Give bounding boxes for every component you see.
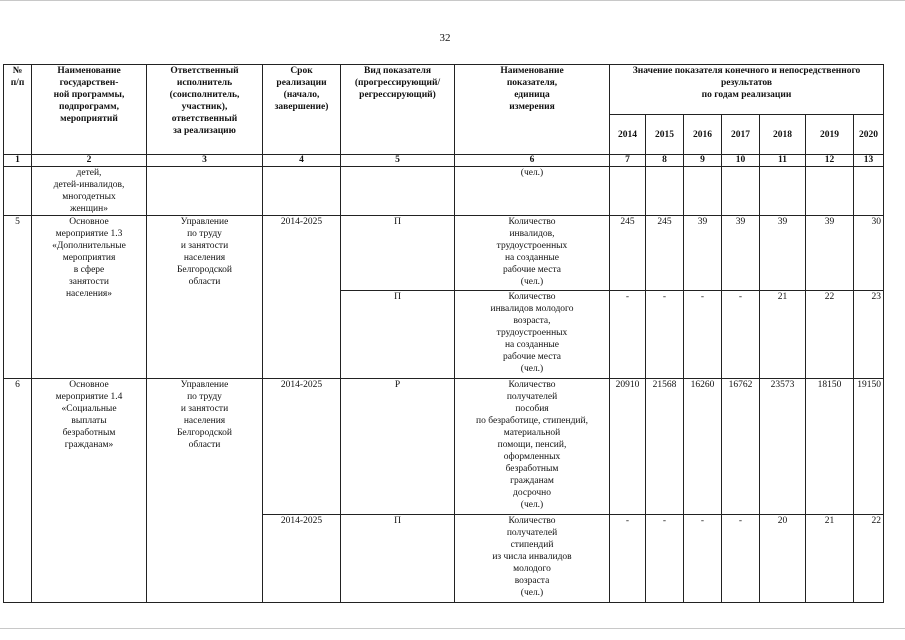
indicator-value: - bbox=[722, 515, 760, 603]
column-number: 5 bbox=[341, 155, 455, 167]
column-number: 10 bbox=[722, 155, 760, 167]
indicator-value: 245 bbox=[610, 216, 646, 291]
indicator-value: - bbox=[610, 515, 646, 603]
header-year: 2015 bbox=[646, 115, 684, 155]
header-year: 2019 bbox=[806, 115, 854, 155]
indicator-value: - bbox=[684, 515, 722, 603]
indicator-value: 30 bbox=[854, 216, 884, 291]
header-responsible: Ответственный исполнитель (соисполнитель, участник), ответственный за реализацию bbox=[147, 65, 263, 155]
indicator-value: 22 bbox=[854, 515, 884, 603]
measure-name: Основное мероприятие 1.3 «Дополнительные мероприятия в сфере занятости населения» bbox=[32, 216, 147, 379]
indicator-value: 23 bbox=[854, 291, 884, 379]
scan-edge-bottom bbox=[0, 628, 905, 629]
indicator-value: 16260 bbox=[684, 379, 722, 515]
implementation-term: 2014-2025 bbox=[263, 216, 341, 379]
column-number: 7 bbox=[610, 155, 646, 167]
table-row bbox=[4, 379, 884, 515]
indicator-value: 16762 bbox=[722, 379, 760, 515]
indicator-value: 245 bbox=[646, 216, 684, 291]
indicator-type: П bbox=[341, 291, 455, 379]
implementation-term: 2014-2025 bbox=[263, 515, 341, 603]
responsible-org: Управление по труду и занятости населения Белгородской области bbox=[147, 379, 263, 603]
indicator-value: 20 bbox=[760, 515, 806, 603]
indicator-value: - bbox=[610, 291, 646, 379]
column-number: 3 bbox=[147, 155, 263, 167]
row-number: 6 bbox=[4, 379, 32, 603]
column-number: 8 bbox=[646, 155, 684, 167]
column-number: 4 bbox=[263, 155, 341, 167]
column-number: 1 bbox=[4, 155, 32, 167]
indicator-value: 19150 bbox=[854, 379, 884, 515]
indicator-value: 21568 bbox=[646, 379, 684, 515]
indicator-name: Количество инвалидов молодого возраста, трудоустроенных на созданные рабочие места (чел.) bbox=[455, 291, 610, 379]
continuation-unit: (чел.) bbox=[455, 167, 610, 216]
continuation-row bbox=[4, 167, 884, 216]
header-indicator-name: Наименование показателя, единица измерения bbox=[455, 65, 610, 155]
indicators-table bbox=[3, 64, 884, 603]
table-row bbox=[4, 216, 884, 291]
header-num: № п/п bbox=[4, 65, 32, 155]
implementation-term: 2014-2025 bbox=[263, 379, 341, 515]
indicator-value: 21 bbox=[760, 291, 806, 379]
indicator-type: П bbox=[341, 216, 455, 291]
indicator-name: Количество инвалидов, трудоустроенных на созданные рабочие места (чел.) bbox=[455, 216, 610, 291]
header-year: 2018 bbox=[760, 115, 806, 155]
indicator-value: - bbox=[722, 291, 760, 379]
indicator-name: Количество получателей пособия по безработице, стипендий, материальной помощи, пенсий, оформленных безработным гражданам досрочно (чел.) bbox=[455, 379, 610, 515]
indicator-value: 22 bbox=[806, 291, 854, 379]
column-number: 11 bbox=[760, 155, 806, 167]
header-year: 2017 bbox=[722, 115, 760, 155]
column-numbers-row bbox=[4, 155, 884, 167]
row-number: 5 bbox=[4, 216, 32, 379]
column-number: 9 bbox=[684, 155, 722, 167]
measure-name: Основное мероприятие 1.4 «Социальные выплаты безработным гражданам» bbox=[32, 379, 147, 603]
responsible-org: Управление по труду и занятости населения Белгородской области bbox=[147, 216, 263, 379]
indicator-type: Р bbox=[341, 379, 455, 515]
indicator-value: 39 bbox=[760, 216, 806, 291]
header-year: 2014 bbox=[610, 115, 646, 155]
continuation-name: детей, детей-инвалидов, многодетных женщин» bbox=[32, 167, 147, 216]
header-name: Наименование государствен- ной программы, подпрограмм, мероприятий bbox=[32, 65, 147, 155]
indicator-type: П bbox=[341, 515, 455, 603]
indicator-value: 21 bbox=[806, 515, 854, 603]
column-number: 6 bbox=[455, 155, 610, 167]
indicator-value: 18150 bbox=[806, 379, 854, 515]
indicator-value: - bbox=[646, 515, 684, 603]
indicator-value: - bbox=[646, 291, 684, 379]
header-year: 2016 bbox=[684, 115, 722, 155]
header-values-group: Значение показателя конечного и непосредственного результатов по годам реализации bbox=[610, 65, 884, 115]
indicator-value: 39 bbox=[722, 216, 760, 291]
indicator-name: Количество получателей стипендий из числа инвалидов молодого возраста (чел.) bbox=[455, 515, 610, 603]
header-term: Срок реализации (начало, завершение) bbox=[263, 65, 341, 155]
page-number: 32 bbox=[439, 32, 451, 44]
column-number: 12 bbox=[806, 155, 854, 167]
indicator-value: 39 bbox=[684, 216, 722, 291]
indicator-value: 20910 bbox=[610, 379, 646, 515]
column-number: 13 bbox=[854, 155, 884, 167]
header-indicator-type: Вид показателя (прогрессирующий/ регрессирующий) bbox=[341, 65, 455, 155]
indicator-value: - bbox=[684, 291, 722, 379]
scan-edge-top bbox=[0, 0, 905, 1]
indicator-value: 39 bbox=[806, 216, 854, 291]
header-year: 2020 bbox=[854, 115, 884, 155]
indicator-value: 23573 bbox=[760, 379, 806, 515]
column-number: 2 bbox=[32, 155, 147, 167]
